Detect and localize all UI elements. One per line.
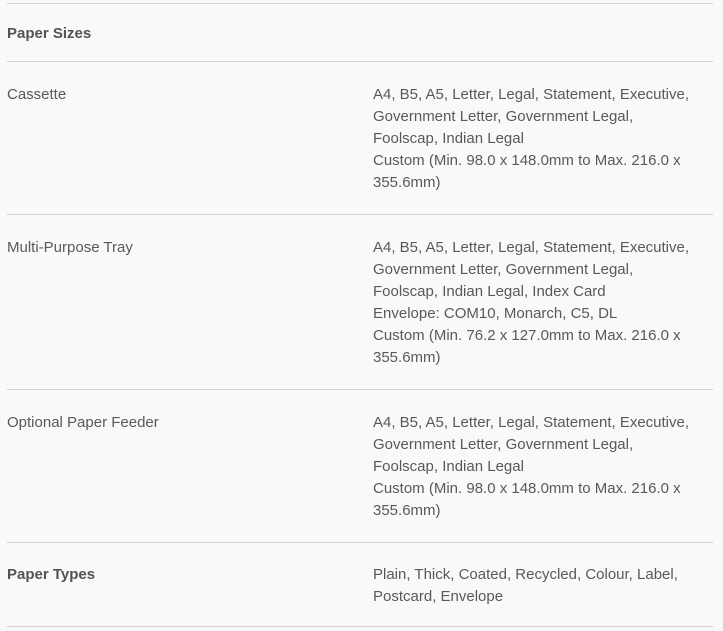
paper-specifications-table	[7, 3, 713, 627]
spec-label-optional-paper-feeder: Optional Paper Feeder	[7, 414, 159, 431]
section-title-paper-sizes: Paper Sizes	[7, 25, 92, 42]
spec-value-line-sizes: A4, B5, A5, Letter, Legal, Statement, Executive, Government Letter, Government Legal, Foolscap, Indian Legal	[373, 414, 690, 475]
spec-value-multi-purpose-tray	[373, 237, 698, 369]
spec-row-paper-types	[7, 543, 713, 627]
spec-value-line-custom: Custom (Min. 98.0 x 148.0mm to Max. 216.0 x 355.6mm)	[373, 480, 681, 519]
section-row-paper-sizes	[7, 4, 713, 62]
spec-value-line-custom: Custom (Min. 98.0 x 148.0mm to Max. 216.0 x 355.6mm)	[373, 152, 681, 191]
spec-value-line-sizes: A4, B5, A5, Letter, Legal, Statement, Executive, Government Letter, Government Legal, Foolscap, Indian Legal	[373, 86, 690, 147]
spec-value-optional-paper-feeder	[373, 412, 698, 522]
spec-row-optional-paper-feeder	[7, 390, 713, 543]
spec-row-cassette	[7, 62, 713, 215]
spec-label-multi-purpose-tray: Multi-Purpose Tray	[7, 239, 133, 256]
spec-row-multi-purpose-tray	[7, 215, 713, 390]
spec-value-cassette	[373, 84, 698, 194]
spec-label-cassette: Cassette	[7, 86, 67, 103]
spec-value-line-custom: Custom (Min. 76.2 x 127.0mm to Max. 216.0 x 355.6mm)	[373, 327, 681, 366]
spec-value-paper-types: Plain, Thick, Coated, Recycled, Colour, Label, Postcard, Envelope	[373, 566, 678, 605]
spec-value-line-envelope: Envelope: COM10, Monarch, C5, DL	[373, 305, 618, 322]
spec-value-line-sizes: A4, B5, A5, Letter, Legal, Statement, Executive, Government Letter, Government Legal, Foolscap, Indian Legal, Index Card	[373, 239, 690, 300]
spec-label-paper-types: Paper Types	[7, 566, 96, 583]
